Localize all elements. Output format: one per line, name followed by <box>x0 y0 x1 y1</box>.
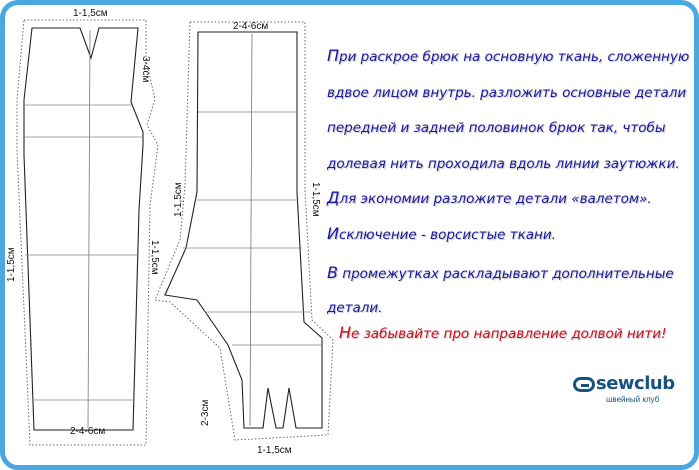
back-top-dimension: 2-4-6см <box>233 21 269 32</box>
back-grain-line <box>250 34 252 426</box>
back-bottom-dimension: 1-1,5см <box>257 445 292 456</box>
instruction-line-3: передней и задней половинок брюк так, чтобы <box>327 120 666 136</box>
front-grain-line <box>88 30 90 428</box>
logo-subtitle: швейный клуб <box>606 395 660 404</box>
back-seam-allowance <box>155 22 333 440</box>
instruction-line-7: В промежутках раскладывают дополнительные <box>327 263 674 282</box>
sewclub-logo <box>573 373 693 416</box>
back-cut-line <box>165 32 322 428</box>
back-trouser-piece <box>155 22 333 440</box>
logo-mark-icon <box>573 377 595 392</box>
front-seam-allowance <box>17 20 158 445</box>
back-right-dimension: 1-1,5см <box>310 182 321 217</box>
front-hip-dimension: 3-4см <box>140 56 151 83</box>
instruction-line-1: При раскрое брюк на основную ткань, сложенную <box>327 46 690 65</box>
instruction-warning: Не забывайте про направление долвой нити! <box>339 323 667 342</box>
front-cut-line <box>24 28 143 430</box>
instruction-line-2: вдвое лицом внутрь. разложить основные детали <box>327 85 687 101</box>
back-left-dimension: 1-1,5см <box>173 182 184 217</box>
front-top-dimension: 1-1,5см <box>73 8 108 19</box>
instruction-line-4: долевая нить проходила вдоль линии заутюжки. <box>327 156 680 172</box>
instruction-line-5: Для экономии разложите детали «валетом». <box>327 188 652 207</box>
front-right-dimension: 1-1,5см <box>149 240 160 275</box>
instruction-line-6: Исключение - ворсистые ткани. <box>327 224 556 243</box>
front-trouser-piece <box>17 20 158 445</box>
back-slit-dimension: 2-3см <box>200 399 211 426</box>
logo-name: sewclub <box>596 373 675 394</box>
front-left-dimension: 1-1,5см <box>6 247 17 282</box>
front-bottom-dimension: 2-4-6см <box>70 426 106 437</box>
instruction-line-8: детали. <box>327 300 383 316</box>
